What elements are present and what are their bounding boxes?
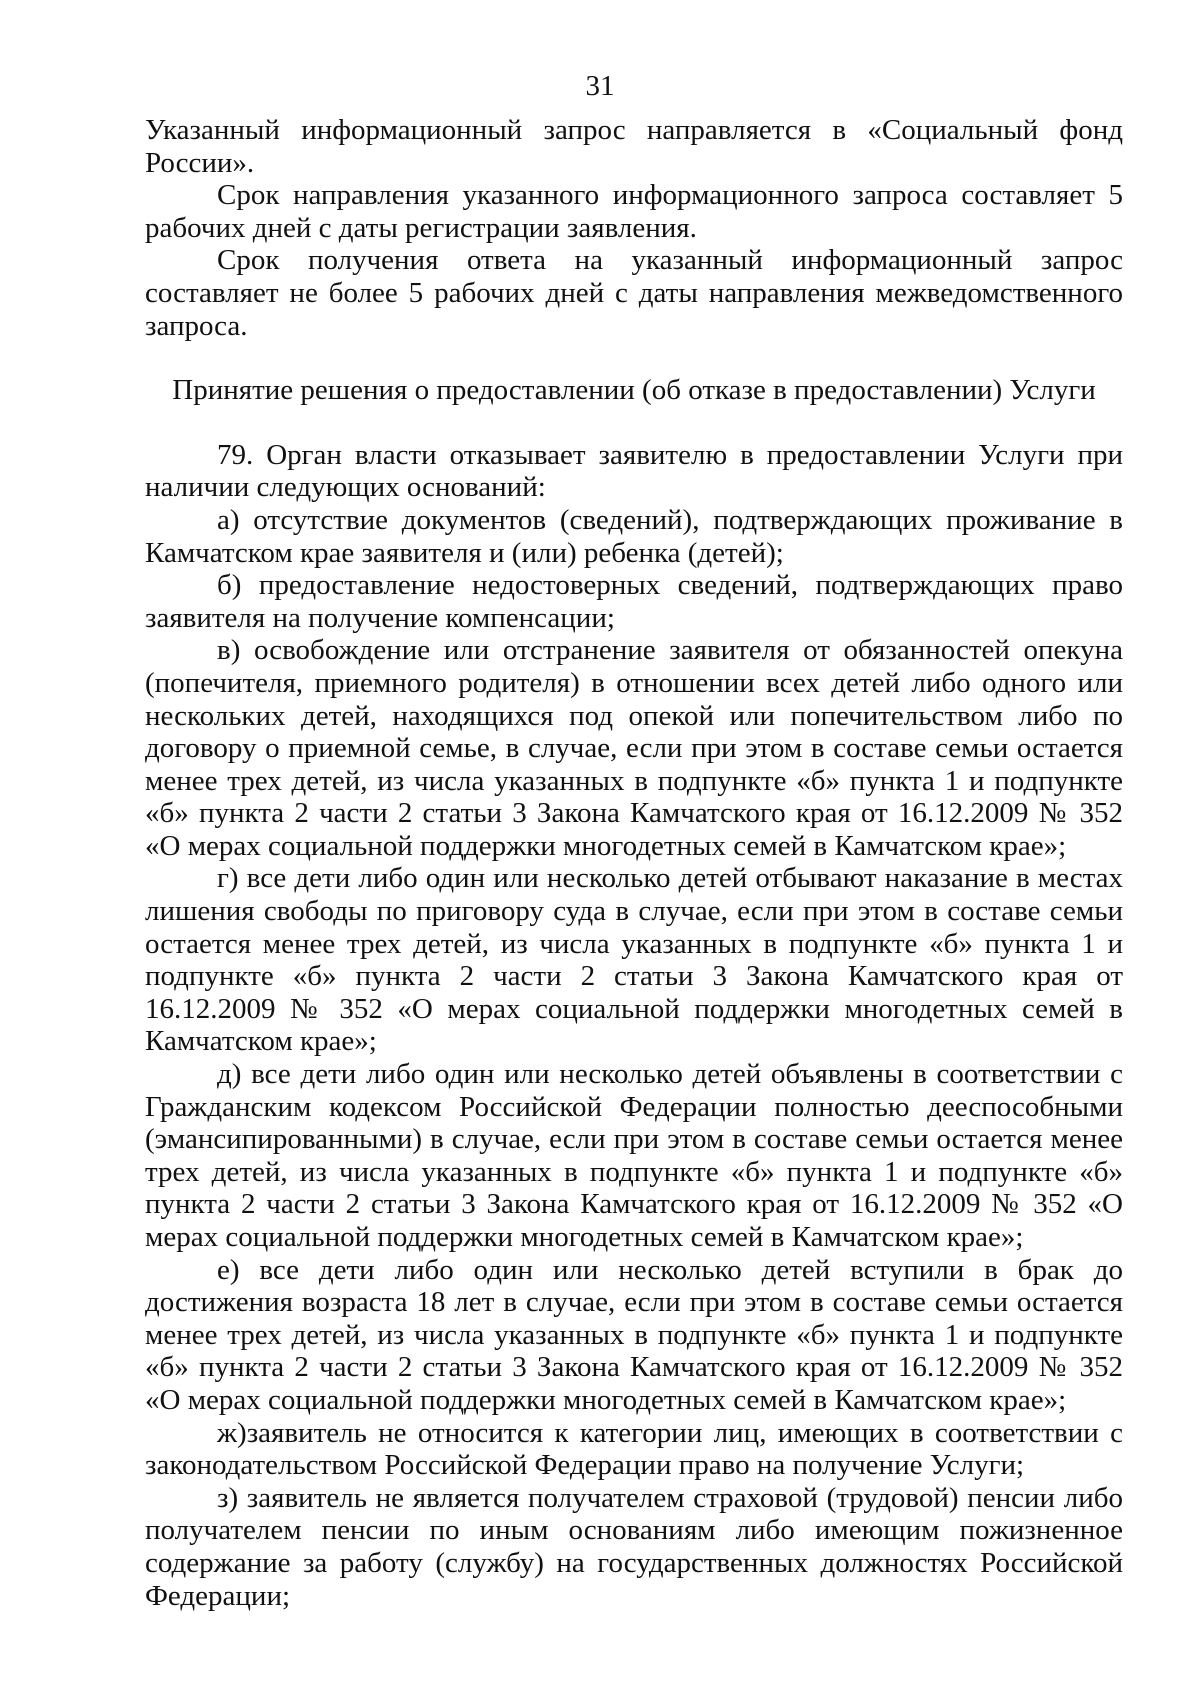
- paragraph-79: 79. Орган власти отказывает заявителю в предоставлении Услуги при наличии следующих оснований:: [145, 438, 1123, 504]
- list-item-d: д) все дети либо один или несколько детей объявлены в соответствии с Гражданским кодексом Российской Федерации полностью дееспособными (эмансипированными) в случае, если при этом в составе семьи остается менее трех детей, из числа указанных в подпункте «б» пункта 1 и подпункте «б» пункта 2 части 2 статьи 3 Закона Камчатского края от 16.12.2009 № 352 «О мерах социальной поддержки многодетных семей в Камчатском крае»;: [145, 1058, 1123, 1253]
- paragraph-request-destination: Указанный информационный запрос направляется в «Социальный фонд России».: [145, 114, 1123, 179]
- list-item-z: з) заявитель не является получателем страховой (трудовой) пенсии либо получателем пенсии по иным основаниям либо имеющим пожизненное содержание за работу (службу) на государственных должностях Российской Федерации;: [145, 1481, 1123, 1612]
- list-item-v: в) освобождение или отстранение заявителя от обязанностей опекуна (попечителя, приемного родителя) в отношении всех детей либо одного или нескольких детей, находящихся под опекой или попечительством либо по договору о приемной семье, в случае, если при этом в составе семьи остается менее трех детей, из числа указанных в подпункте «б» пункта 1 и подпункте «б» пункта 2 части 2 статьи 3 Закона Камчатского края от 16.12.2009 № 352 «О мерах социальной поддержки многодетных семей в Камчатском крае»;: [145, 634, 1123, 862]
- document-body: [145, 114, 1123, 1612]
- list-item-g: г) все дети либо один или несколько детей отбывают наказание в местах лишения свободы по приговору суда в случае, если при этом в составе семьи остается менее трех детей, из числа указанных в подпункте «б» пункта 1 и подпункте «б» пункта 2 части 2 статьи 3 Закона Камчатского края от 16.12.2009 № 352 «О мерах социальной поддержки многодетных семей в Камчатском крае»;: [145, 862, 1123, 1058]
- list-item-zh: ж)заявитель не относится к категории лиц, имеющих в соответствии с законодательством Российской Федерации право на получение Услуги;: [145, 1416, 1123, 1482]
- list-item-e: е) все дети либо один или несколько детей вступили в брак до достижения возраста 18 лет в случае, если при этом в составе семьи остается менее трех детей, из числа указанных в подпункте «б» пункта 1 и подпункте «б» пункта 2 части 2 статьи 3 Закона Камчатского края от 16.12.2009 № 352 «О мерах социальной поддержки многодетных семей в Камчатском крае»;: [145, 1253, 1123, 1416]
- paragraph-request-term: Срок направления указанного информационного запроса составляет 5 рабочих дней с даты регистрации заявления.: [145, 179, 1123, 244]
- page-number: 31: [585, 70, 615, 102]
- list-item-a: а) отсутствие документов (сведений), подтверждающих проживание в Камчатском крае заявителя и (или) ребенка (детей);: [145, 503, 1123, 569]
- section-heading: Принятие решения о предоставлении (об отказе в предоставлении) Услуги: [172, 374, 1096, 407]
- list-item-b: б) предоставление недостоверных сведений, подтверждающих право заявителя на получение компенсации;: [145, 569, 1123, 634]
- paragraph-response-term: Срок получения ответа на указанный информационный запрос составляет не более 5 рабочих дней с даты направления межведомственного запроса.: [145, 244, 1123, 342]
